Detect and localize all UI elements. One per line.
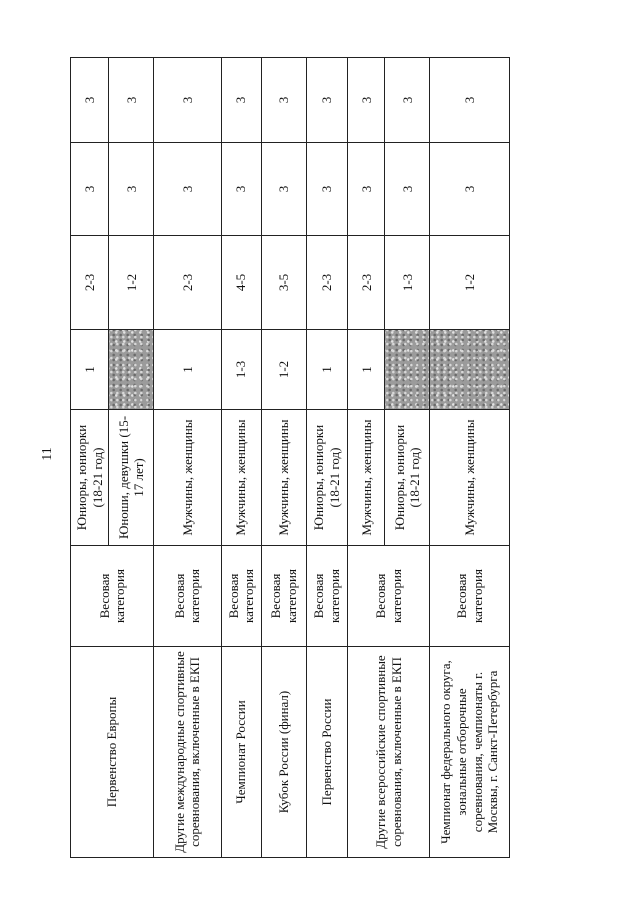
place-cell-a: 1 xyxy=(71,330,109,410)
table-row xyxy=(430,58,510,858)
place-cell-c: 3 xyxy=(154,143,221,236)
page-number: 11 xyxy=(40,447,55,461)
place-cell-d: 3 xyxy=(154,58,221,143)
age-group-cell: Мужчины, женщины xyxy=(154,410,221,546)
table-row xyxy=(261,58,306,858)
place-cell-b: 4-5 xyxy=(221,236,261,330)
age-group-cell: Мужчины, женщины xyxy=(261,410,306,546)
competition-cell: Чемпионат России xyxy=(221,647,261,858)
discipline-cell: Весовая категория xyxy=(430,546,510,647)
place-cell-c: 3 xyxy=(306,143,348,236)
place-cell-b: 2-3 xyxy=(306,236,348,330)
competition-cell: Кубок России (финал) xyxy=(261,647,306,858)
competition-cell: Другие всероссийские спортивные соревнования, включенные в ЕКП xyxy=(348,647,430,858)
place-cell-d: 3 xyxy=(71,58,109,143)
place-cell-c: 3 xyxy=(71,143,109,236)
table-row xyxy=(71,58,109,858)
place-cell-c: 3 xyxy=(430,143,510,236)
place-cell-b: 2-3 xyxy=(154,236,221,330)
place-cell-a xyxy=(430,330,510,410)
place-cell-c: 3 xyxy=(385,143,430,236)
discipline-cell: Весовая категория xyxy=(306,546,348,647)
age-group-cell: Мужчины, женщины xyxy=(348,410,385,546)
place-cell-d: 3 xyxy=(306,58,348,143)
age-group-cell: Юноши, девушки (15-17 лет) xyxy=(109,410,154,546)
discipline-cell: Весовая категория xyxy=(348,546,430,647)
place-cell-c: 3 xyxy=(221,143,261,236)
table-row xyxy=(154,58,221,858)
place-cell-b: 1-3 xyxy=(385,236,430,330)
table-row xyxy=(306,58,348,858)
place-cell-a: 1 xyxy=(348,330,385,410)
place-cell-b: 2-3 xyxy=(348,236,385,330)
competition-cell: Другие международные спортивные соревнования, включенные в ЕКП xyxy=(154,647,221,858)
place-cell-d: 3 xyxy=(221,58,261,143)
place-cell-b: 3-5 xyxy=(261,236,306,330)
table-row xyxy=(348,58,385,858)
place-cell-d: 3 xyxy=(109,58,154,143)
place-cell-a: 1 xyxy=(306,330,348,410)
place-cell-c: 3 xyxy=(348,143,385,236)
age-group-cell: Мужчины, женщины xyxy=(221,410,261,546)
place-cell-b: 1-2 xyxy=(109,236,154,330)
rotated-table-container xyxy=(70,58,510,858)
place-cell-c: 3 xyxy=(109,143,154,236)
discipline-cell: Весовая категория xyxy=(154,546,221,647)
discipline-cell: Весовая категория xyxy=(71,546,154,647)
discipline-cell: Весовая категория xyxy=(221,546,261,647)
competition-cell: Первенство Европы xyxy=(71,647,154,858)
discipline-cell: Весовая категория xyxy=(261,546,306,647)
place-cell-b: 2-3 xyxy=(71,236,109,330)
competition-table xyxy=(70,57,510,858)
age-group-cell: Юниоры, юниорки (18-21 год) xyxy=(385,410,430,546)
place-cell-a xyxy=(385,330,430,410)
competition-cell: Чемпионат федерального округа, зональные отборочные соревнования, чемпионаты г. Москвы, г. Санкт-Петербурга xyxy=(430,647,510,858)
place-cell-d: 3 xyxy=(348,58,385,143)
place-cell-d: 3 xyxy=(261,58,306,143)
place-cell-c: 3 xyxy=(261,143,306,236)
place-cell-a: 1-3 xyxy=(221,330,261,410)
place-cell-d: 3 xyxy=(430,58,510,143)
table-row xyxy=(221,58,261,858)
place-cell-b: 1-2 xyxy=(430,236,510,330)
place-cell-a: 1-2 xyxy=(261,330,306,410)
place-cell-d: 3 xyxy=(385,58,430,143)
place-cell-a xyxy=(109,330,154,410)
place-cell-a: 1 xyxy=(154,330,221,410)
age-group-cell: Юниоры, юниорки (18-21 год) xyxy=(71,410,109,546)
age-group-cell: Мужчины, женщины xyxy=(430,410,510,546)
age-group-cell: Юниоры, юниорки (18-21 год) xyxy=(306,410,348,546)
competition-cell: Первенство России xyxy=(306,647,348,858)
